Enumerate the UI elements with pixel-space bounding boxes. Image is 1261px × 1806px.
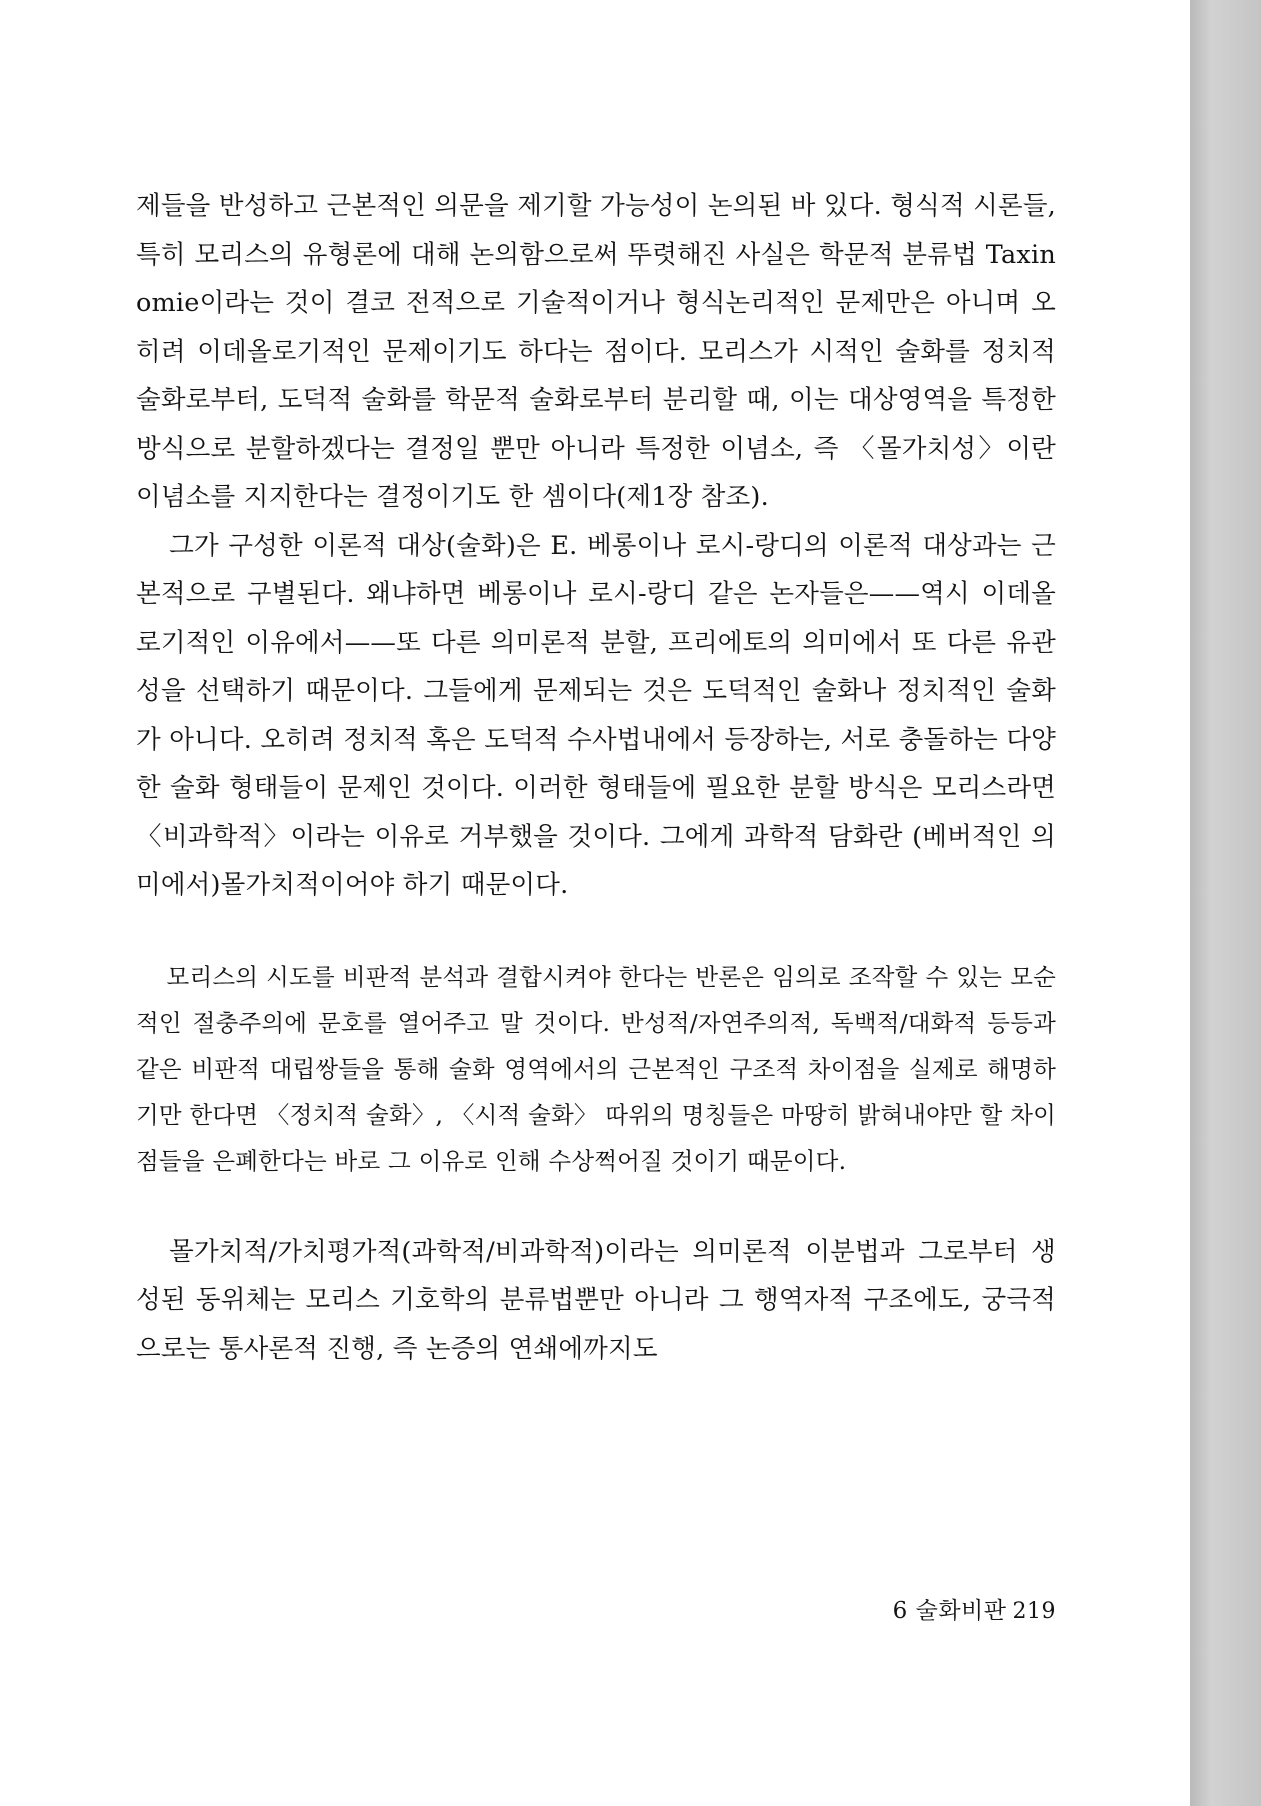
footer-chapter-title: 6 술화비판 [892, 1598, 1007, 1624]
page-content [136, 182, 1056, 1373]
page-number: 219 [1012, 1599, 1056, 1624]
page-edge-shadow [1190, 0, 1261, 1806]
paragraph-1: 제들을 반성하고 근본적인 의문을 제기할 가능성이 논의된 바 있다. 형식적 시론들, 특히 모리스의 유형론에 대해 논의함으로써 뚜렷해진 사실은 학문적 분류법 Taxinomie이라는 것이 결코 전적으로 기술적이거나 형식논리적인 문제만은 아니며 오히려 이데올로기적인 문제이기도 하다는 점이다. 모리스가 시적인 술화를 정치적 술화로부터, 도덕적 술화를 학문적 술화로부터 분리할 때, 이는 대상영역을 특정한 방식으로 분할하겠다는 결정일 뿐만 아니라 특정한 이념소, 즉 〈몰가치성〉이란 이념소를 지지한다는 결정이기도 한 셈이다(제1장 참조). [136, 191, 1056, 512]
paragraph-3: 모리스의 시도를 비판적 분석과 결합시켜야 한다는 반론은 임의로 조작할 수 있는 모순적인 절충주의에 문호를 열어주고 말 것이다. 반성적/자연주의적, 독백적/대화적 등등과 같은 비판적 대립쌍들을 통해 술화 영역에서의 근본적인 구조적 차이점을 실제로 해명하기만 한다면 〈정치적 술화〉, 〈시적 술화〉 따위의 명칭들은 마땅히 밝혀내야만 할 차이점들을 은폐한다는 바로 그 이유로 인해 수상쩍어질 것이기 때문이다. [136, 962, 1056, 1175]
paragraph-4: 몰가치적/가치평가적(과학적/비과학적)이라는 의미론적 이분법과 그로부터 생성된 동위체는 모리스 기호학의 분류법뿐만 아니라 그 행역자적 구조에도, 궁극적으로는 통사론적 진행, 즉 논증의 연쇄에까지도 [136, 1236, 1056, 1364]
paragraph-gap [136, 1184, 1056, 1228]
paragraph-gap [136, 910, 1056, 954]
page-footer [136, 1592, 1056, 1625]
paragraph-2: 그가 구성한 이론적 대상(술화)은 E. 베롱이나 로시-랑디의 이론적 대상과는 근본적으로 구별된다. 왜냐하면 베롱이나 로시-랑디 같은 논자들은——역시 이데올로기적인 이유에서——또 다른 의미론적 분할, 프리에토의 의미에서 또 다른 유관성을 선택하기 때문이다. 그들에게 문제되는 것은 도덕적인 술화나 정치적인 술화가 아니다. 오히려 정치적 혹은 도덕적 수사법내에서 등장하는, 서로 충돌하는 다양한 술화 형태들이 문제인 것이다. 이러한 형태들에 필요한 분할 방식은 모리스라면 〈비과학적〉이라는 이유로 거부했을 것이다. 그에게 과학적 담화란 (베버적인 의미에서)몰가치적이어야 하기 때문이다. [136, 530, 1056, 900]
